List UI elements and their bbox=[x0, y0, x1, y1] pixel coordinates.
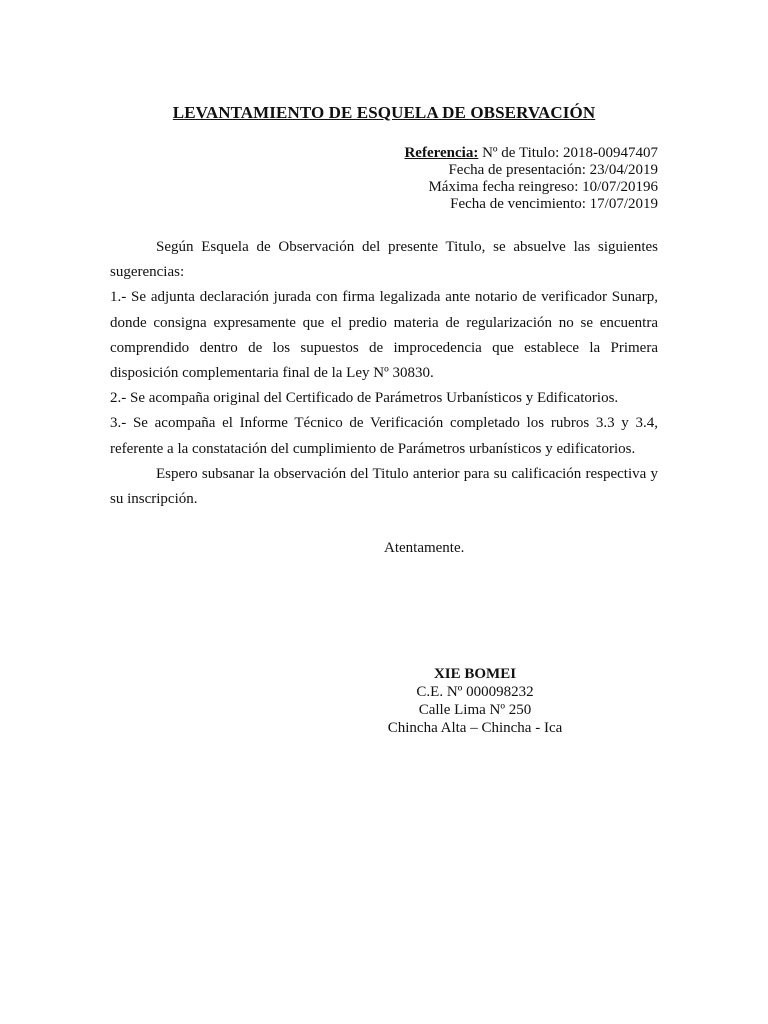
reference-titulo: Nº de Titulo: 2018-00947407 bbox=[478, 145, 658, 161]
reference-title-line bbox=[404, 145, 658, 162]
reference-maxima-fecha-reingreso: Máxima fecha reingreso: 10/07/20196 bbox=[428, 179, 658, 195]
reference-fecha-presentacion: Fecha de presentación: 23/04/2019 bbox=[448, 162, 658, 178]
signature-address: Calle Lima Nº 250 bbox=[418, 702, 532, 718]
reference-fecha-vencimiento: Fecha de vencimiento: 17/07/2019 bbox=[450, 196, 658, 212]
closing-salutation: Atentamente. bbox=[384, 540, 465, 556]
closing-paragraph: Espero subsanar la observación del Titulo anterior para su calificación respectiva y su inscripción. bbox=[110, 465, 658, 508]
reference-block bbox=[404, 145, 658, 213]
reference-label: Referencia: bbox=[404, 145, 479, 161]
document-title: LEVANTAMIENTO DE ESQUELA DE OBSERVACIÓN bbox=[172, 103, 596, 122]
body-text bbox=[110, 235, 658, 512]
item-1-paragraph: 1.- Se adjunta declaración jurada con firma legalizada ante notario de verificador Sunarp, donde consigna expresamente que el predio materia de regularización no se encuentra comprendido dentro de los supuestos de improcedencia que establece la Primera disposición complementaria final de la Ley Nº 30830. bbox=[110, 289, 658, 382]
signature-name: XIE BOMEI bbox=[433, 666, 517, 682]
signature-id: C.E. Nº 000098232 bbox=[416, 684, 534, 700]
item-2-paragraph: 2.- Se acompaña original del Certificado de Parámetros Urbanísticos y Edificatorios. bbox=[110, 390, 619, 407]
signature-location: Chincha Alta – Chincha - Ica bbox=[387, 720, 563, 736]
signature-block bbox=[300, 665, 650, 737]
item-3-paragraph: 3.- Se acompaña el Informe Técnico de Verificación completado los rubros 3.3 y 3.4, referente a la constatación del cumplimiento de Parámetros urbanísticos y edificatorios. bbox=[110, 415, 658, 457]
intro-paragraph: Según Esquela de Observación del presente Titulo, se absuelve las siguientes sugerencias: bbox=[110, 239, 658, 281]
